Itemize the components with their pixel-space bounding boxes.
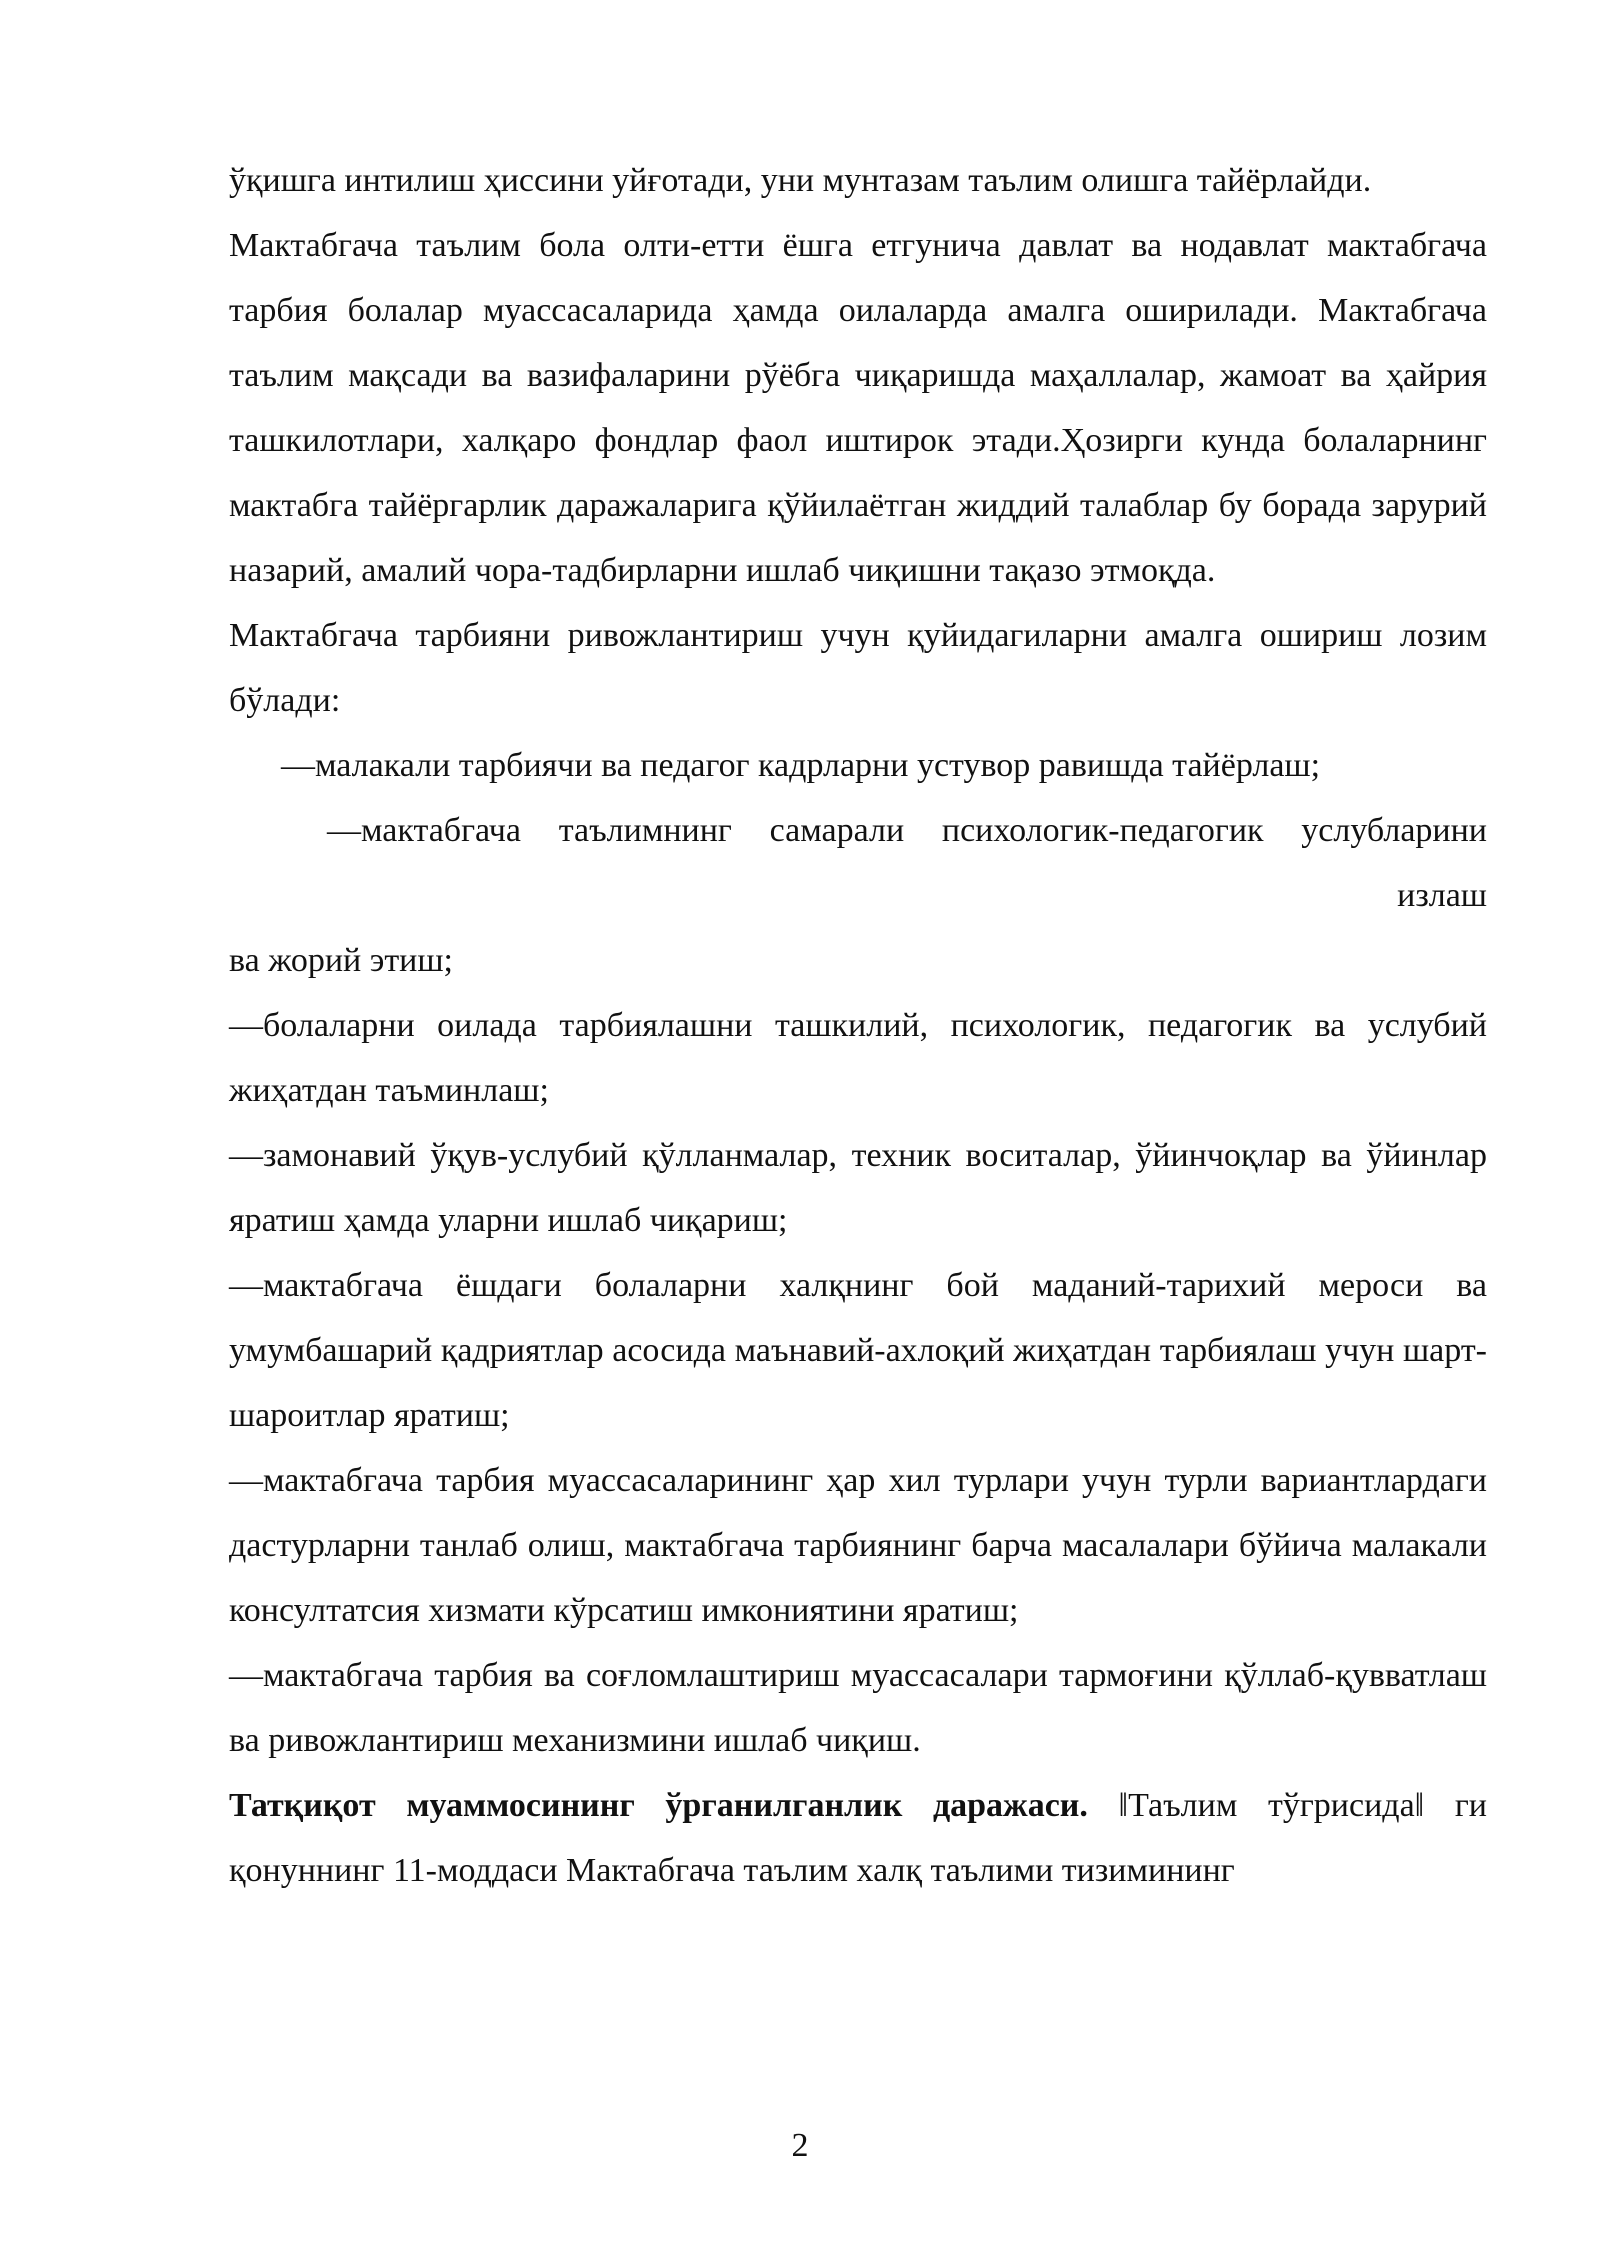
paragraph-development-requirements: Мактабгача тарбияни ривожлантириш учун қуйидагиларни амалга ошириш лозим бўлади:: [229, 617, 1487, 719]
list-item-cultural-heritage: —мактабгача ёшдаги болаларни халқнинг бой маданий-тарихий мероси ва умумбашарий қадриятлар асосида маънавий-ахлоқий жиҳатдан тарбиялаш учун шарт-шароитлар яратиш;: [229, 1267, 1487, 1434]
list-item-methods-line-3: ва жорий этиш;: [229, 942, 454, 979]
paragraph-intro-continuation: ўқишга интилиш ҳиссини уйғотади, уни мунтазам таълим олишга тайёрлайди.: [229, 162, 1372, 199]
paragraph-research-status-text: ‖Таълим тўгрисида‖ ги қонуннинг 11-моддаси Мактабгача таълим халқ таълими тизимининг: [229, 1787, 1487, 1889]
section-heading-research-status: Татқиқот муаммосининг ўрганилганлик даражаси.: [229, 1787, 1088, 1824]
list-item-family-upbringing: —болаларни оилада тарбиялашни ташкилий, психологик, педагогик ва услубий жиҳатдан таъминлаш;: [229, 1007, 1487, 1109]
list-item-health-institutions: —мактабгача тарбия ва соғломлаштириш муассасалари тармоғини қўллаб-қувватлаш ва ривожлантириш механизмини ишлаб чиқиш.: [229, 1657, 1487, 1759]
list-item-methods-line-2: излаш: [1397, 877, 1487, 914]
document-body: [229, 148, 1487, 1903]
list-item-qualified-staff: —малакали тарбиячи ва педагог кадрларни устувор равишда тайёрлаш;: [281, 747, 1321, 784]
list-item-curricula-consultation: —мактабгача тарбия муассасаларининг ҳар хил турлари учун турли вариантлардаги дастурларни танлаб олиш, мактабгача тарбиянинг барча масалалари бўйича малакали консултатсия хизмати кўрсатиш имкониятини яратиш;: [229, 1462, 1487, 1629]
page-number: 2: [791, 2127, 809, 2164]
paragraph-preschool-education: Мактабгача таълим бола олти-етти ёшга етгунича давлат ва нодавлат мактабгача тарбия болалар муассасаларида ҳамда оилаларда амалга оширилади. Мактабгача таълим мақсади ва вазифаларини рўёбга чиқаришда маҳаллалар, жамоат ва ҳайрия ташкилотлари, халқаро фондлар фаол иштирок этади.Ҳозирги кунда болаларнинг мактабга тайёргарлик даражаларига қўйилаётган жиддий талаблар бу борада зарурий назарий, амалий чора-тадбирларни ишлаб чиқишни тақазо этмоқда.: [229, 227, 1487, 589]
list-item-teaching-materials: —замонавий ўқув-услубий қўлланмалар, техник воситалар, ўйинчоқлар ва ўйинлар яратиш ҳамда уларни ишлаб чиқариш;: [229, 1137, 1487, 1239]
paragraph-research-status: [229, 1773, 1487, 1903]
list-item-methods-line-1: —мактабгача таълимнинг самарали психологик-педагогик услубларини: [327, 812, 1487, 849]
